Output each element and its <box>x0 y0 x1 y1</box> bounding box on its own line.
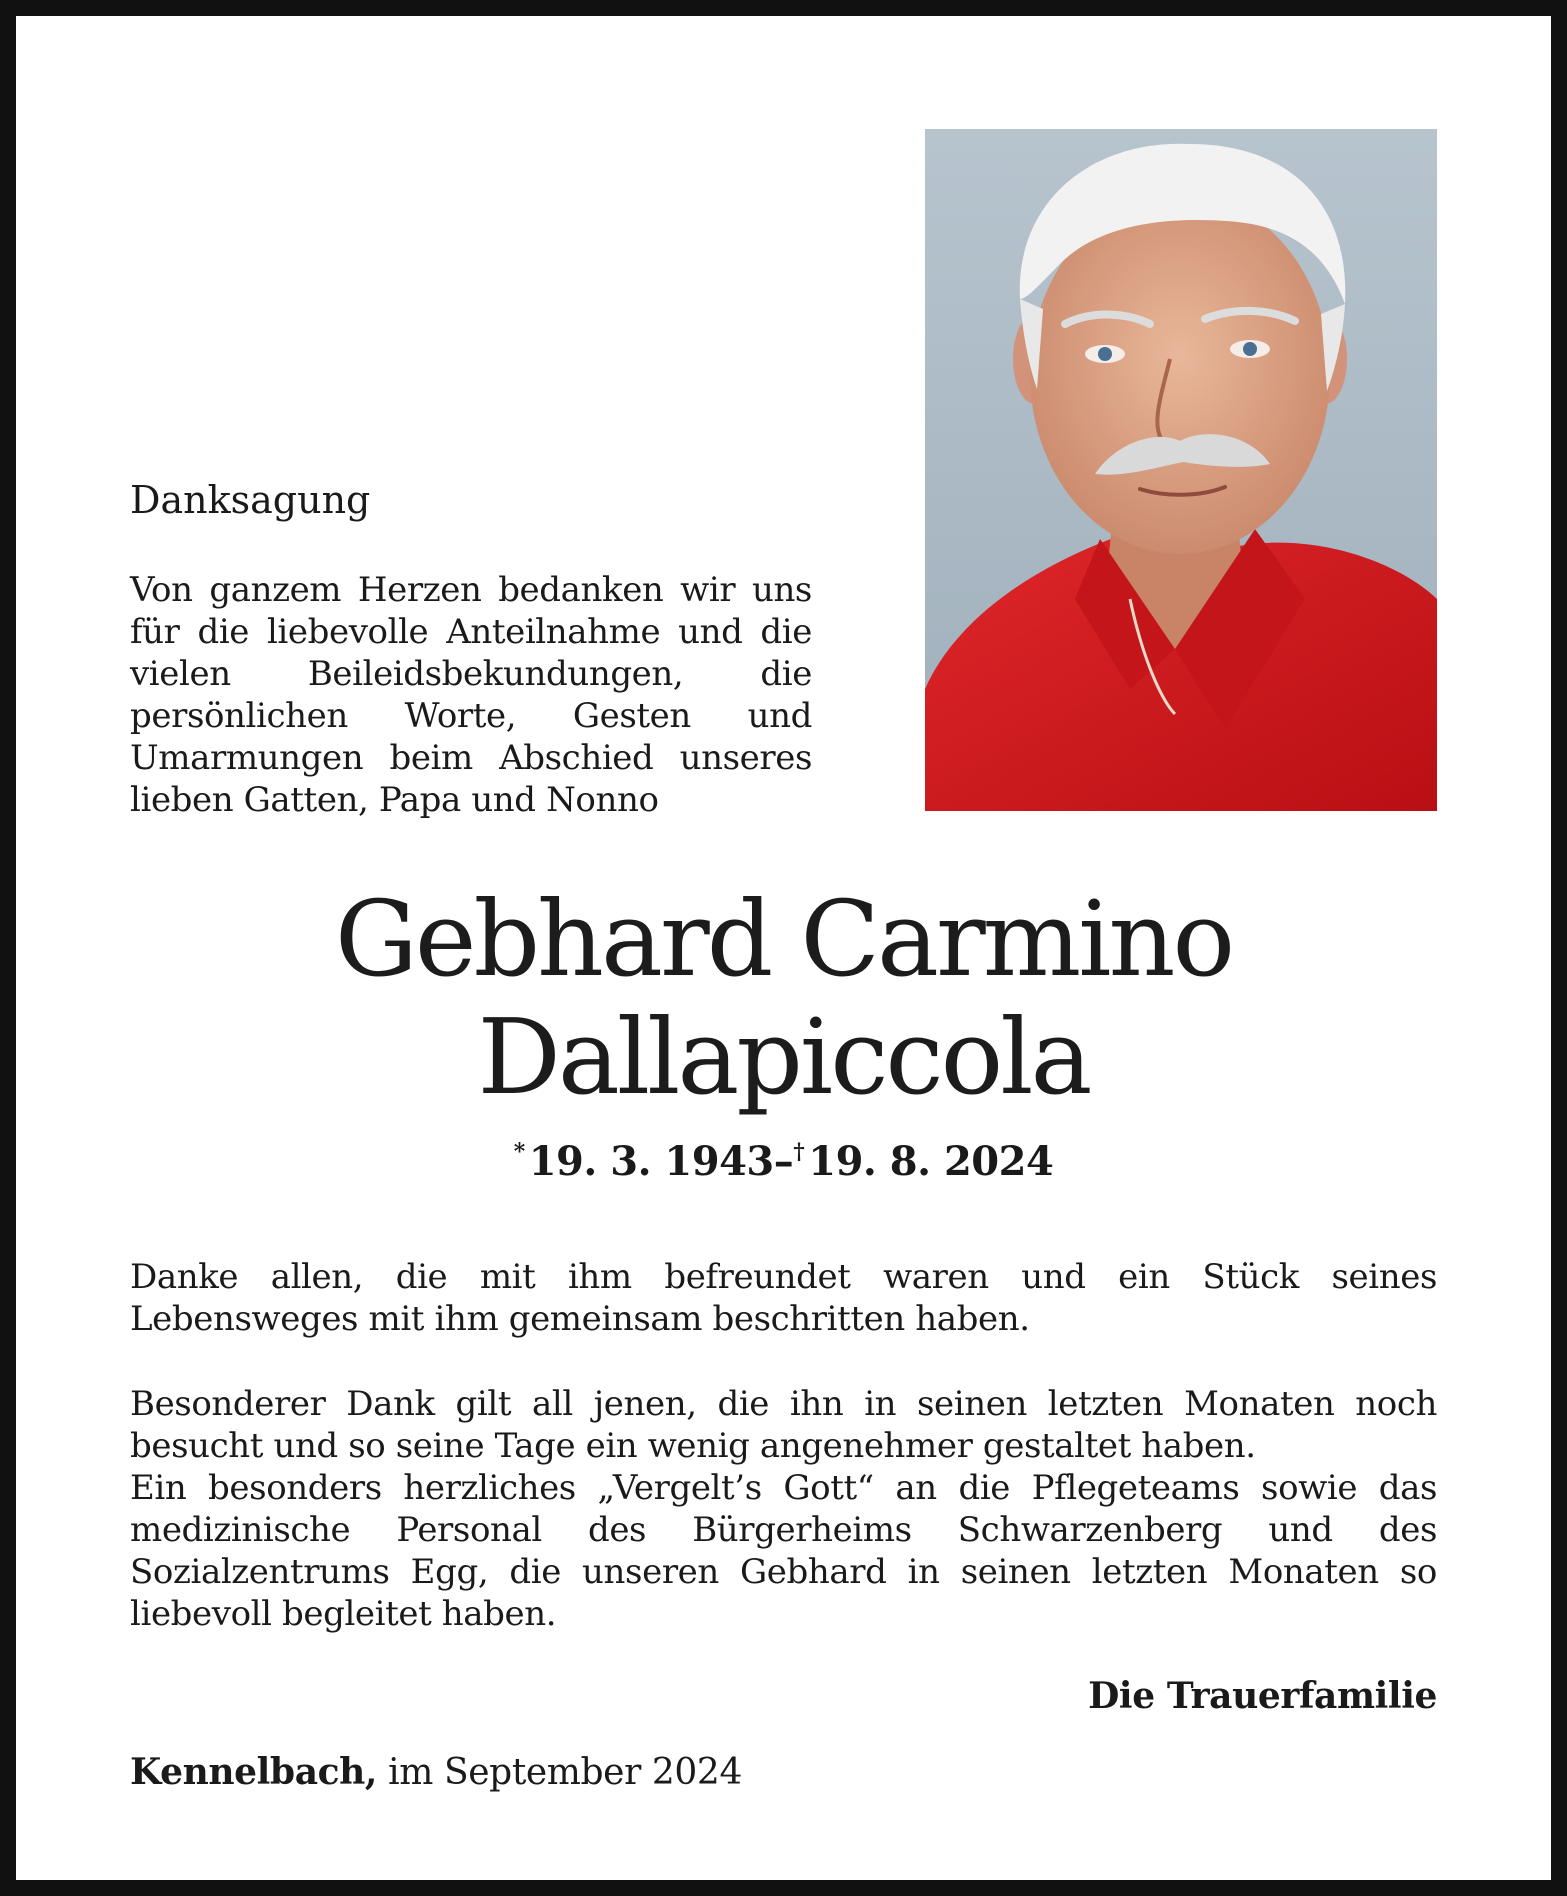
birth-symbol: * <box>513 1139 525 1165</box>
deceased-name <box>200 880 1367 1116</box>
thanks-paragraph-2 <box>130 1383 1437 1635</box>
intro-text: Von ganzem Herzen bedanken wir uns für die liebevolle Anteilnahme und die vielen Beileidsbekundungen, die persönlichen Worte, Gesten und Umarmungen beim Abschied unseres lieben Gatten, Papa und Nonno <box>130 570 812 820</box>
thanks-paragraph-2-text: Besonderer Dank gilt all jenen, die ihn in seinen letzten Monaten noch besucht und so seine Tage ein wenig angenehmer gestaltet haben. <box>130 1384 1437 1466</box>
thanks-paragraph-1: Danke allen, die mit ihm befreundet waren und ein Stück seines Lebensweges mit ihm gemeinsam beschritten haben. <box>130 1257 1437 1339</box>
life-dates <box>200 1126 1367 1188</box>
place-and-date <box>130 1748 742 1797</box>
death-date: 19. 8. 2024 <box>808 1138 1054 1185</box>
signature: Die Trauerfamilie <box>1088 1675 1437 1717</box>
date-separator: – <box>773 1138 794 1185</box>
town: Kennelbach, <box>130 1751 378 1793</box>
portrait-photo <box>925 129 1437 811</box>
thanks-paragraph-3-text: Ein besonders herzliches „Vergelt’s Gott“ an die Pflegeteams sowie das medizinische Personal des Bürgerheims Schwarzenberg und des Sozialzentrums Egg, die unseren Gebhard in seinen letzten Monaten so liebevoll begleitet haben. <box>130 1468 1437 1634</box>
name-line-1: Gebhard Carmino <box>334 878 1233 1000</box>
name-line-2: Dallapiccola <box>477 996 1090 1118</box>
death-symbol: † <box>793 1139 805 1165</box>
birth-date: 19. 3. 1943 <box>528 1138 774 1185</box>
portrait-illustration <box>925 129 1437 811</box>
heading: Danksagung <box>130 478 371 522</box>
month-year: im September 2024 <box>388 1752 742 1793</box>
